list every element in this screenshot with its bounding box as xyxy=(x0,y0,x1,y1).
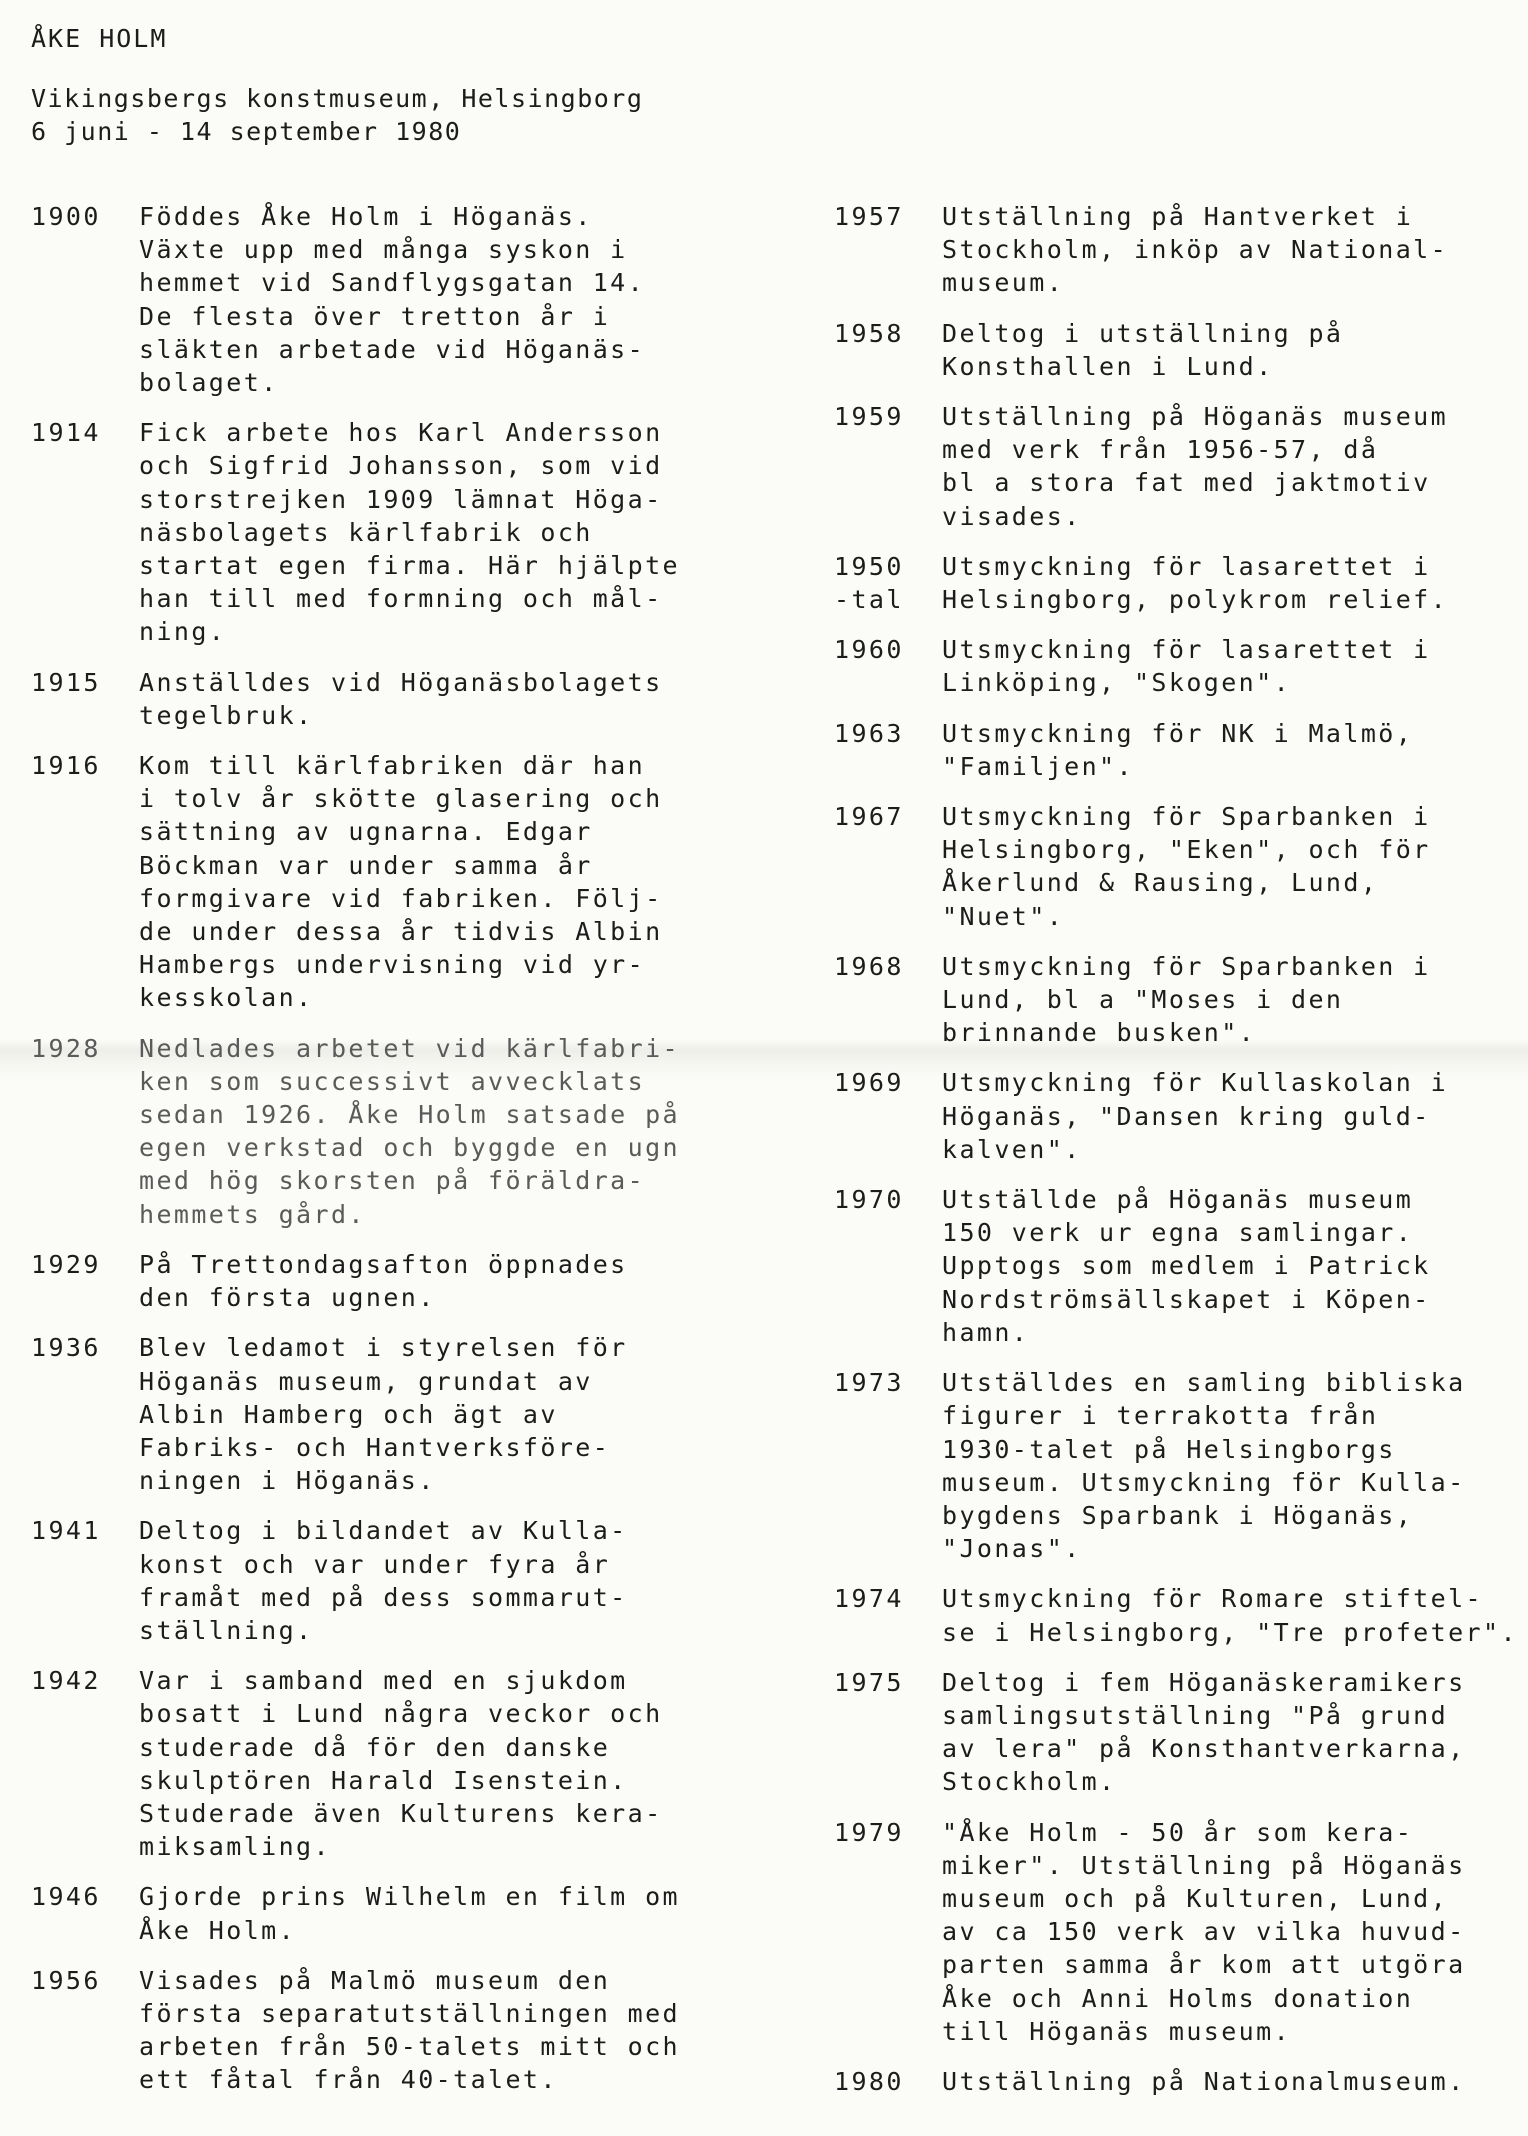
timeline-right-column xyxy=(834,200,1524,2115)
entry-text: Utställning på Hantverket i Stockholm, inköp av National- museum. xyxy=(942,202,1449,298)
timeline-entry xyxy=(834,550,1524,616)
entry-year: 1936 xyxy=(31,1333,101,1363)
entry-text: Utsmyckning för lasarettet i Linköping, "Skogen". xyxy=(942,635,1431,698)
timeline-entry xyxy=(834,1816,1524,2048)
entry-year: 1974 xyxy=(834,1584,904,1614)
timeline-entry xyxy=(834,1582,1524,1648)
entry-year: 1942 xyxy=(31,1666,101,1696)
timeline-left-column xyxy=(31,200,751,2114)
entry-text: Utsmyckning för Romare stiftel- se i Helsingborg, "Tre profeter". xyxy=(942,1584,1518,1647)
document-header xyxy=(31,22,643,148)
entry-text: Utsmyckning för Kullaskolan i Höganäs, "Dansen kring guld- kalven". xyxy=(942,1068,1449,1164)
timeline-entry xyxy=(834,1066,1524,1166)
entry-text: Utställning på Nationalmuseum. xyxy=(942,2066,1466,2096)
entry-text: Utsmyckning för Sparbanken i Helsingborg, "Eken", och för Åkerlund & Rausing, Lund, "Nuet". xyxy=(942,802,1431,931)
entry-text: "Åke Holm - 50 år som kera- miker". Utställning på Höganäs museum och på Kulturen, Lund, av ca 150 verk av vilka huvud- parten samma år kom att utgöra Åke och Anni Holms donation till Höganäs museum. xyxy=(942,1817,1466,2046)
entry-text: Kom till kärlfabriken där han i tolv år skötte glasering och sättning av ugnarna. Edgar Böckman var under samma år formgivare vid fabriken. Följ- de under dessa år tidvis Albin Hambergs undervisning vid yr- kesskolan. xyxy=(139,751,663,1013)
entry-text: Anställdes vid Höganäsbolagets tegelbruk. xyxy=(139,667,663,730)
entry-year: 1950 -tal xyxy=(834,551,904,615)
entry-text: Var i samband med en sjukdom bosatt i Lund några veckor och studerade då för den danske skulptören Harald Isenstein. Studerade även Kulturens kera- miksamling. xyxy=(139,1666,663,1862)
entry-year: 1960 xyxy=(834,635,904,665)
entry-year: 1980 xyxy=(834,2066,904,2096)
timeline-entry xyxy=(31,749,751,1015)
timeline-entry xyxy=(834,800,1524,933)
entry-year: 1967 xyxy=(834,802,904,832)
entry-year: 1916 xyxy=(31,751,101,781)
entry-year: 1963 xyxy=(834,718,904,748)
entry-text: Deltog i bildandet av Kulla- konst och var under fyra år framåt med på dess sommarut- ställning. xyxy=(139,1516,628,1645)
entry-text: Nedlades arbetet vid kärlfabri- ken som successivt avvecklats sedan 1926. Åke Holm satsade på egen verkstad och byggde en ugn med hög skorsten på föräldra- hemmets gård. xyxy=(139,1033,680,1229)
entry-year: 1970 xyxy=(834,1185,904,1215)
timeline-entry xyxy=(834,1366,1524,1565)
entry-year: 1969 xyxy=(834,1068,904,1098)
timeline-entry xyxy=(834,400,1524,533)
entry-year: 1929 xyxy=(31,1249,101,1279)
timeline-entry xyxy=(31,1964,751,2097)
entry-year: 1941 xyxy=(31,1516,101,1546)
entry-year: 1956 xyxy=(31,1965,101,1995)
entry-text: Utställde på Höganäs museum 150 verk ur egna samlingar. Upptogs som medlem i Patrick Nordströmsällskapet i Köpen- hamn. xyxy=(942,1185,1431,1347)
entry-text: Blev ledamot i styrelsen för Höganäs museum, grundat av Albin Hamberg och ägt av Fabriks- och Hantverksföre- ningen i Höganäs. xyxy=(139,1333,628,1496)
exhibition-dates: 6 juni - 14 september 1980 xyxy=(31,117,462,146)
timeline-entry xyxy=(31,1664,751,1863)
exhibition-venue: Vikingsbergs konstmuseum, Helsingborg xyxy=(31,84,644,113)
entry-year: 1915 xyxy=(31,667,101,697)
timeline-entry xyxy=(834,1666,1524,1799)
entry-year: 1914 xyxy=(31,418,101,448)
entry-year: 1946 xyxy=(31,1882,101,1912)
document-title: ÅKE HOLM xyxy=(31,24,168,53)
entry-year: 1973 xyxy=(834,1368,904,1398)
timeline-entry xyxy=(31,1514,751,1647)
entry-year: 1958 xyxy=(834,318,904,348)
entry-year: 1979 xyxy=(834,1817,904,1847)
timeline-entry xyxy=(834,317,1524,383)
timeline-entry xyxy=(31,666,751,732)
entry-text: På Trettondagsafton öppnades den första ugnen. xyxy=(139,1249,628,1313)
timeline-entry xyxy=(31,1032,751,1231)
entry-text: Deltog i utställning på Konsthallen i Lund. xyxy=(942,318,1344,381)
entry-text: Utsmyckning för lasarettet i Helsingborg, polykrom relief. xyxy=(942,551,1449,615)
timeline-entry xyxy=(834,717,1524,783)
timeline-entry xyxy=(31,200,751,399)
timeline-entry xyxy=(31,1880,751,1946)
entry-text: Utställdes en samling bibliska figurer i terrakotta från 1930-talet på Helsingborgs museum. Utsmyckning för Kulla- bygdens Sparbank i Höganäs, "Jonas". xyxy=(942,1368,1466,1564)
timeline-entry xyxy=(834,2065,1524,2098)
entry-year: 1968 xyxy=(834,951,904,981)
timeline-entry xyxy=(31,1248,751,1314)
entry-text: Gjorde prins Wilhelm en film om Åke Holm. xyxy=(139,1882,680,1945)
entry-year: 1975 xyxy=(834,1667,904,1697)
entry-text: Fick arbete hos Karl Andersson och Sigfrid Johansson, som vid storstrejken 1909 lämnat Höga- näsbolagets kärlfabrik och startat egen firma. Här hjälpte han till med formning och mål- ning. xyxy=(139,418,680,647)
entry-text: Deltog i fem Höganäskeramikers samlingsutställning "På grund av lera" på Konsthantverkarna, Stockholm. xyxy=(942,1667,1466,1797)
entry-text: Visades på Malmö museum den första separatutställningen med arbeten från 50-talets mitt och ett fåtal från 40-talet. xyxy=(139,1965,680,2095)
timeline-entry xyxy=(834,200,1524,300)
timeline-entry xyxy=(31,416,751,648)
timeline-entry xyxy=(31,1331,751,1497)
entry-year: 1928 xyxy=(31,1033,101,1063)
entry-year: 1959 xyxy=(834,402,904,432)
entry-text: Utställning på Höganäs museum med verk från 1956-57, då bl a stora fat med jaktmotiv visades. xyxy=(942,402,1449,531)
entry-text: Utsmyckning för NK i Malmö, "Familjen". xyxy=(942,718,1414,781)
entry-text: Utsmyckning för Sparbanken i Lund, bl a "Moses i den brinnande busken". xyxy=(942,951,1431,1048)
timeline-entry xyxy=(834,950,1524,1050)
entry-year: 1957 xyxy=(834,202,904,231)
entry-text: Föddes Åke Holm i Höganäs. Växte upp med många syskon i hemmet vid Sandflygsgatan 14. De flesta över tretton år i släkten arbetade vid Höganäs- bolaget. xyxy=(139,202,646,398)
entry-year: 1900 xyxy=(31,202,101,231)
timeline-entry xyxy=(834,633,1524,699)
timeline-entry xyxy=(834,1183,1524,1349)
